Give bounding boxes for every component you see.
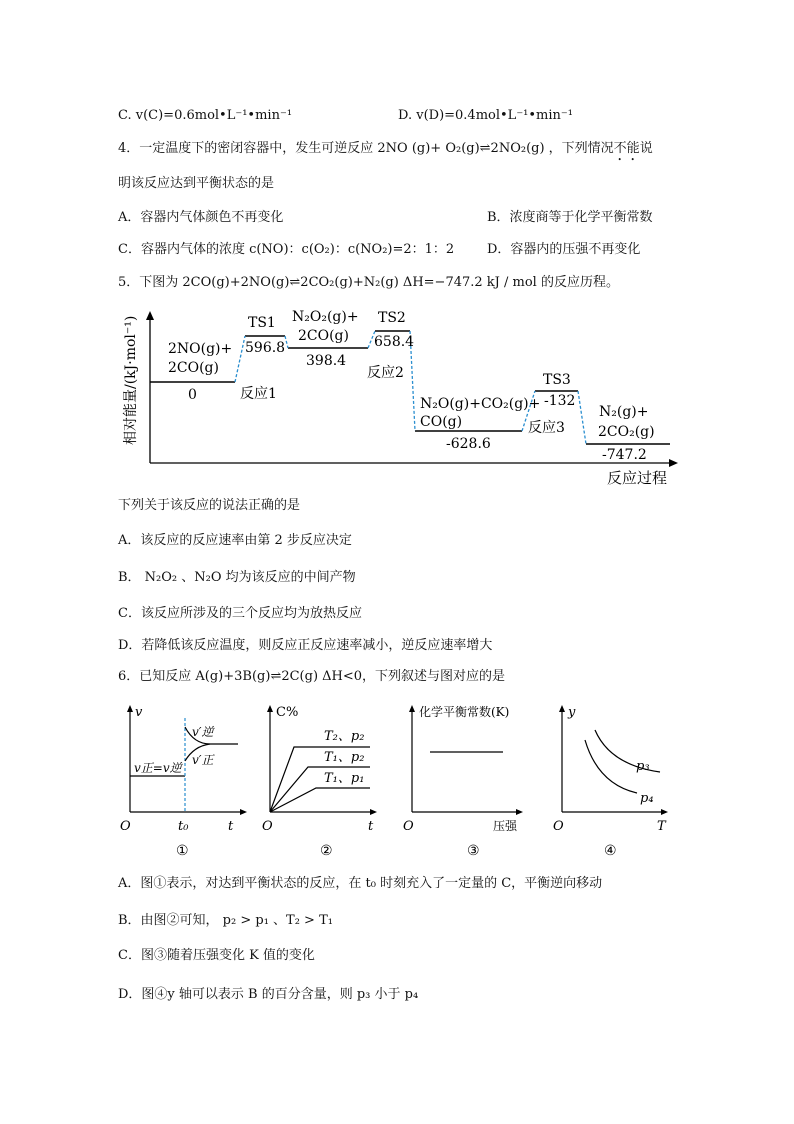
q4-stem-line2: 明该反应达到平衡状态的是 <box>118 176 275 191</box>
graph-2 <box>262 705 377 859</box>
g3-origin: O <box>403 819 414 834</box>
y-axis-arrow <box>146 311 154 320</box>
q5-option-c: C．该反应所涉及的三个反应均为放热反应 <box>118 606 362 621</box>
q6-option-c: C．图③随着压强变化 K 值的变化 <box>118 948 315 963</box>
products-label-2: 2CO₂(g) <box>598 424 655 440</box>
q4-option-d: D．容器内的压强不再变化 <box>487 242 641 257</box>
intermediate-1-label-2: 2CO(g) <box>298 328 349 344</box>
products-label-1: N₂(g)+ <box>599 404 649 420</box>
graph-1 <box>120 705 247 859</box>
q5-stem: 5．下图为 2CO(g)+2NO(g)⇌2CO₂(g)+N₂(g) ΔH=−747.2 kJ / mol 的反应历程。 <box>118 275 619 290</box>
step3-label: 反应3 <box>528 420 565 436</box>
q3-option-c: C. v(C)=0.6mol•L⁻¹•min⁻¹ <box>118 108 293 123</box>
q4-option-c: C．容器内气体的浓度 c(NO)：c(O₂)：c(NO₂)=2：1：2 <box>118 242 455 257</box>
q4-option-a: A．容器内气体颜色不再变化 <box>118 210 284 225</box>
q6-option-d: D．图④y 轴可以表示 B 的百分含量，则 p₃ 小于 p₄ <box>118 987 419 1002</box>
g4-label-p4: p₄ <box>640 791 654 806</box>
step1-label: 反应1 <box>240 386 277 402</box>
graph-4 <box>553 705 668 859</box>
ts2-label: TS2 <box>378 310 406 326</box>
g1-v-reverse-label: v′逆 <box>192 725 214 739</box>
g2-label-1: T₂、p₂ <box>324 729 365 744</box>
ts2-value: 658.4 <box>374 334 415 350</box>
transition-2 <box>285 336 288 348</box>
g2-x-label: t <box>368 819 374 834</box>
x-axis-arrow <box>669 459 678 467</box>
g4-number: ④ <box>604 843 617 859</box>
q5-lead: 下列关于该反应的说法正确的是 <box>118 498 301 513</box>
g1-number: ① <box>176 843 189 859</box>
g4-curve-p3 <box>595 730 660 772</box>
q5-option-a: A．该反应的反应速率由第 2 步反应决定 <box>118 533 352 548</box>
reactants-label-2: 2CO(g) <box>168 360 219 376</box>
graph-3 <box>403 704 523 859</box>
g2-origin: O <box>262 819 273 834</box>
y-axis-label: 相对能量/(kJ·mol⁻¹) <box>123 315 139 445</box>
transition-6 <box>578 391 586 444</box>
q5-option-d: D．若降低该反应温度，则反应正反应速率减小，逆反应速率增大 <box>118 638 493 653</box>
g1-equal-label: v正=v逆 <box>134 761 182 775</box>
g1-y-label: v <box>135 705 143 720</box>
q6-stem: 6．已知反应 A(g)+3B(g)⇌2C(g) ΔH<0，下列叙述与图对应的是 <box>118 669 506 684</box>
ts3-label: TS3 <box>543 372 571 388</box>
x-axis-label: 反应过程 <box>607 469 668 487</box>
g2-label-2: T₁、p₂ <box>324 750 365 765</box>
q4-stem-part-a: 4．一定温度下的密闭容器中，发生可逆反应 2NO (g)+ O₂(g)⇌2NO₂(g) ，下列情况 <box>118 141 614 156</box>
g2-line-3 <box>270 788 370 812</box>
intermediate-2-value: -628.6 <box>446 436 491 452</box>
q6-option-a: A．图①表示，对达到平衡状态的反应，在 t₀ 时刻充入了一定量的 C，平衡逆向移动 <box>118 876 603 891</box>
g4-x-label: T <box>657 819 666 834</box>
g2-y-label: C% <box>276 705 299 720</box>
q3-option-d: D. v(D)=0.4mol•L⁻¹•min⁻¹ <box>398 108 573 123</box>
g3-x-label: 压强 <box>493 819 518 833</box>
reactants-label-1: 2NO(g)+ <box>168 341 233 357</box>
g4-label-p3: p₃ <box>636 759 650 774</box>
g3-y-label: 化学平衡常数(K) <box>419 705 510 719</box>
g4-curve-p4 <box>585 740 637 793</box>
g2-number: ② <box>320 843 333 859</box>
intermediate-1-value: 398.4 <box>306 353 347 369</box>
reactants-value: 0 <box>188 387 197 403</box>
g4-y-label: y <box>568 705 576 720</box>
g3-number: ③ <box>467 843 480 859</box>
q4-stem <box>118 140 653 164</box>
intermediate-2-label-2: CO(g) <box>420 414 463 430</box>
transition-1 <box>235 336 245 382</box>
g1-x-label: t <box>228 819 234 834</box>
g1-origin: O <box>120 819 131 834</box>
ts1-label: TS1 <box>248 315 276 331</box>
q4-stem-part-b: 说 <box>639 141 653 156</box>
step2-label: 反应2 <box>367 365 404 381</box>
g1-t0-label: t₀ <box>178 819 189 834</box>
q5-option-b: B． N₂O₂ 、N₂O 均为该反应的中间产物 <box>118 570 356 585</box>
reaction-energy-diagram <box>110 305 690 490</box>
products-value: -747.2 <box>602 447 647 463</box>
g1-v-forward-label: v′正 <box>192 753 214 767</box>
q6-graphs <box>110 700 685 860</box>
ts1-value: 596.8 <box>245 340 286 356</box>
g4-origin: O <box>553 819 564 834</box>
q4-stem-emphasis: 不能 <box>613 141 640 156</box>
ts3-value: -132 <box>544 393 576 409</box>
q6-option-b: B．由图②可知， p₂ > p₁ 、T₂ > T₁ <box>118 913 333 928</box>
q4-option-b: B．浓度商等于化学平衡常数 <box>487 210 653 225</box>
g2-label-3: T₁、p₁ <box>324 771 365 786</box>
intermediate-2-label-1: N₂O(g)+CO₂(g)+ <box>420 396 541 412</box>
intermediate-1-label-1: N₂O₂(g)+ <box>292 309 359 325</box>
